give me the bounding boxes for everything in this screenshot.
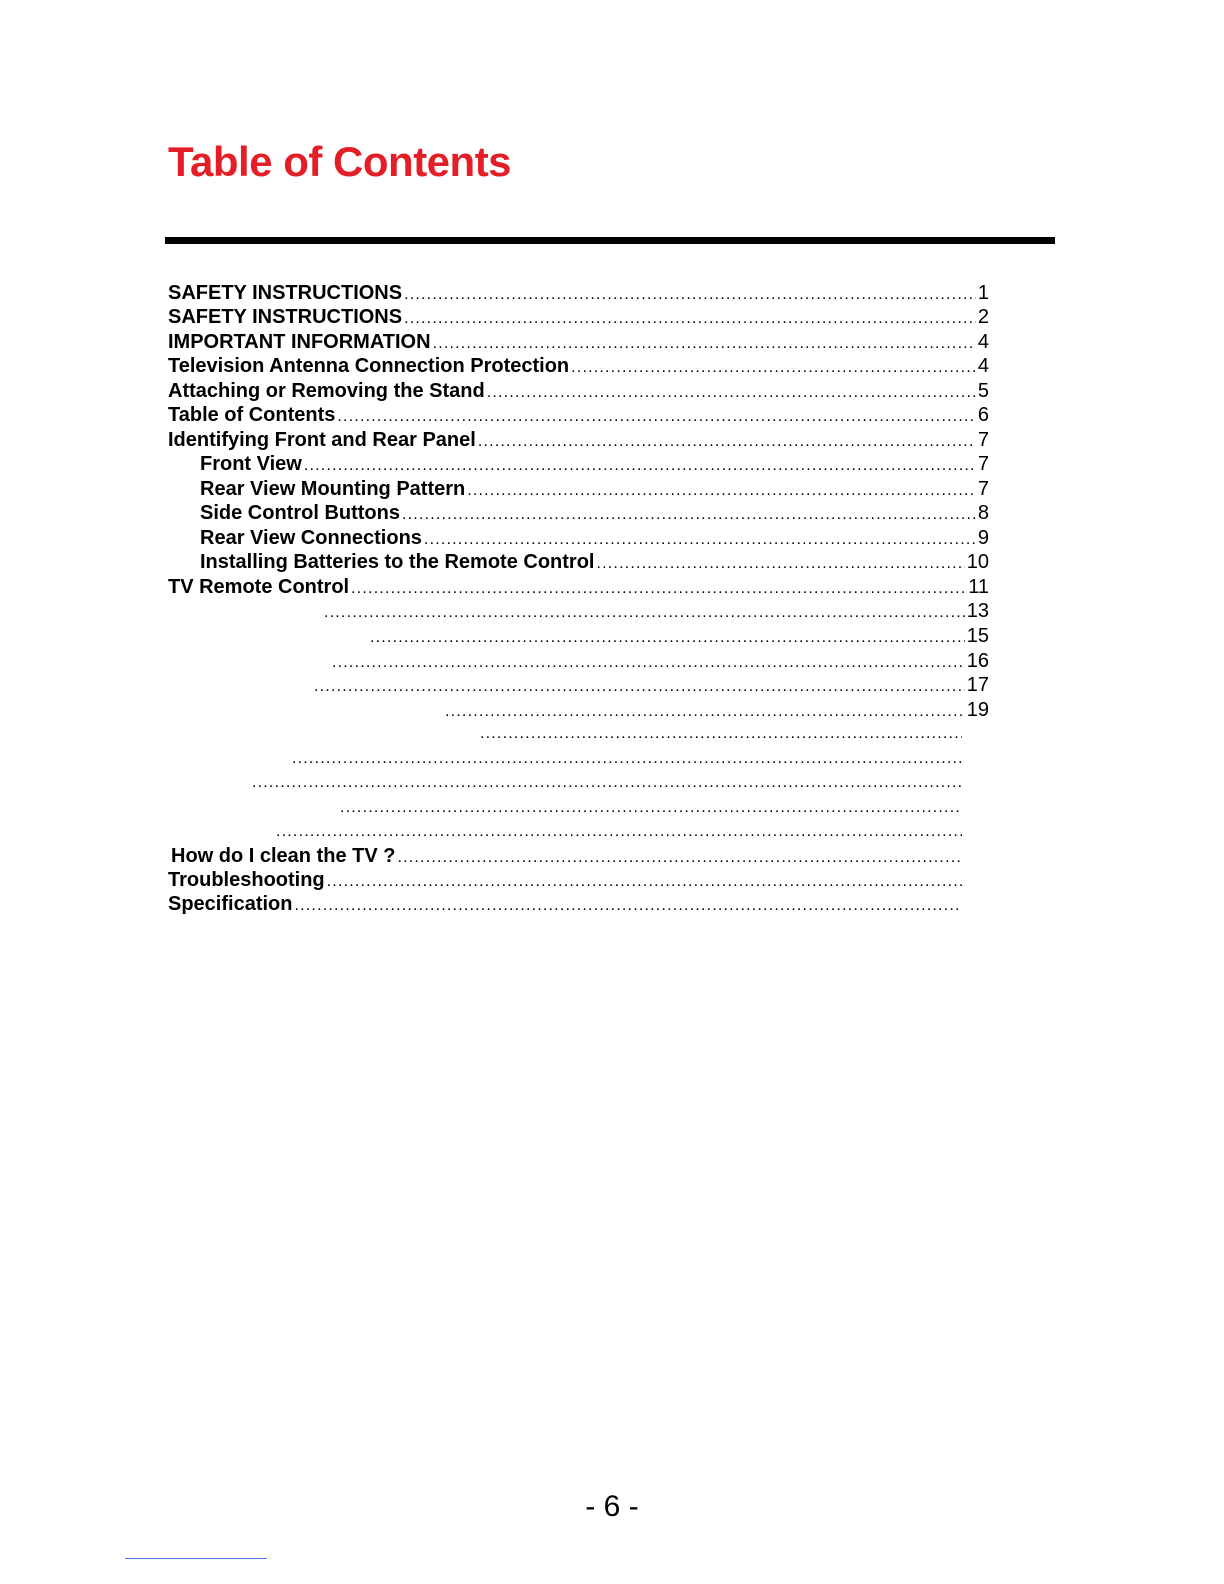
page-title: Table of Contents bbox=[168, 138, 512, 185]
toc-entry[interactable] bbox=[200, 500, 989, 526]
toc-entry-page: 2 bbox=[977, 306, 989, 328]
toc-leader bbox=[294, 893, 962, 919]
toc-entry-page: 8 bbox=[977, 502, 989, 524]
toc-entry[interactable] bbox=[168, 304, 989, 330]
toc-entry-page: 4 bbox=[977, 355, 989, 377]
toc-entry-page: 7 bbox=[977, 429, 989, 451]
title-rule bbox=[165, 237, 1055, 244]
toc-entry[interactable] bbox=[168, 402, 989, 428]
page-number: - 6 - bbox=[585, 1490, 639, 1523]
toc-entry[interactable] bbox=[250, 770, 964, 796]
toc-entry[interactable] bbox=[330, 648, 989, 674]
toc-entry[interactable] bbox=[168, 353, 989, 379]
toc-entry-page: 10 bbox=[966, 551, 989, 573]
toc-entry-label: Attaching or Removing the Stand bbox=[168, 380, 485, 402]
toc-entry[interactable] bbox=[168, 867, 964, 893]
toc-entry-label: IMPORTANT INFORMATION bbox=[168, 331, 431, 353]
toc-entry[interactable] bbox=[200, 525, 989, 551]
toc-entry-page: 11 bbox=[968, 576, 989, 598]
toc-entry-label: Identifying Front and Rear Panel bbox=[168, 429, 476, 451]
toc-entry[interactable] bbox=[443, 697, 989, 723]
toc-entry[interactable] bbox=[290, 746, 964, 772]
toc-entry[interactable] bbox=[200, 549, 989, 575]
toc-entry-label: Television Antenna Connection Protection bbox=[168, 355, 570, 377]
toc-entry-page: 4 bbox=[977, 331, 989, 353]
toc-entry-page: 7 bbox=[977, 453, 989, 475]
toc-entry-label: Rear View Mounting Pattern bbox=[200, 478, 466, 500]
toc-entry-label: Side Control Buttons bbox=[200, 502, 400, 524]
toc-entry-label: Rear View Connections bbox=[200, 527, 422, 549]
toc-leader bbox=[292, 746, 962, 772]
toc-entry[interactable] bbox=[200, 476, 989, 502]
toc-leader bbox=[480, 721, 962, 747]
toc-entry-label: How do I clean the TV ? bbox=[171, 845, 396, 867]
toc-entry-label: SAFETY INSTRUCTIONS bbox=[168, 282, 403, 304]
toc-entry-label: SAFETY INSTRUCTIONS bbox=[168, 306, 403, 328]
toc-entry-page: 9 bbox=[977, 527, 989, 549]
toc-leader bbox=[340, 795, 962, 821]
toc-entry[interactable] bbox=[168, 891, 964, 917]
toc-entry-label: Troubleshooting bbox=[168, 869, 325, 891]
toc-entry-label: Table of Contents bbox=[168, 404, 336, 426]
footer-rule bbox=[125, 1558, 267, 1559]
toc-entry[interactable] bbox=[168, 280, 989, 306]
toc-entry[interactable] bbox=[168, 329, 989, 355]
toc-leader bbox=[252, 770, 962, 796]
toc-entry[interactable] bbox=[171, 843, 964, 869]
toc-entry[interactable] bbox=[338, 795, 964, 821]
toc-leader bbox=[276, 819, 962, 845]
toc-entry-page: 1 bbox=[977, 282, 989, 304]
toc-entry-page: 15 bbox=[966, 625, 989, 647]
toc-entry-page: 16 bbox=[966, 650, 989, 672]
toc-entry[interactable] bbox=[312, 672, 989, 698]
toc-entry-page: 5 bbox=[977, 380, 989, 402]
toc-entry-page: 17 bbox=[966, 674, 989, 696]
toc-entry-label: Specification bbox=[168, 893, 293, 915]
toc-entry[interactable] bbox=[168, 378, 989, 404]
toc-entry[interactable] bbox=[168, 574, 989, 600]
toc-entry-page: 13 bbox=[966, 600, 989, 622]
toc-entry-page: 6 bbox=[977, 404, 989, 426]
toc-entry[interactable] bbox=[168, 427, 989, 453]
toc-entry[interactable] bbox=[478, 721, 964, 747]
toc-entry[interactable] bbox=[200, 451, 989, 477]
toc-entry-label: TV Remote Control bbox=[168, 576, 350, 598]
toc-entry[interactable] bbox=[368, 623, 989, 649]
toc-entry-label: Front View bbox=[200, 453, 302, 475]
toc-entry-label: Installing Batteries to the Remote Control bbox=[200, 551, 595, 573]
toc-entry[interactable] bbox=[274, 819, 964, 845]
toc-entry-page: 7 bbox=[977, 478, 989, 500]
toc-entry[interactable] bbox=[322, 598, 989, 624]
toc-entry-page: 19 bbox=[966, 699, 989, 721]
